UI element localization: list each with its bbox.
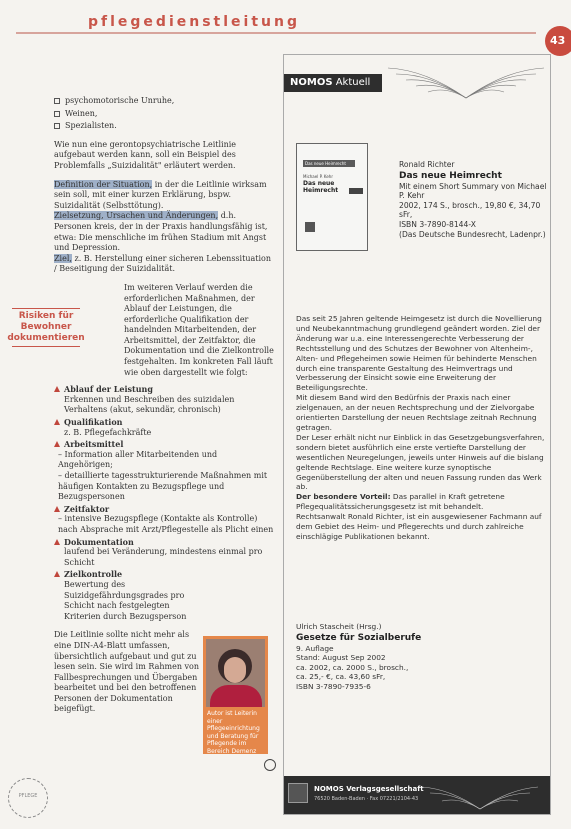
book-pages-fan-icon (386, 60, 546, 100)
triangle-bullet-icon (54, 386, 60, 392)
pullquote-line-3: dokumentieren (7, 333, 85, 343)
book-pages-fan-icon (420, 781, 540, 811)
book1-title: Das neue Heimrecht (399, 170, 502, 181)
checklist-item: psychomotorische Unruhe, (54, 96, 274, 107)
triangle-bullet-icon (54, 506, 60, 512)
step-item: Zeitfaktor – intensive Bezugspflege (Kontakte als Kontrolle) nach Absprache mit Arzt/Pflegestelle als Plicht einen (54, 504, 274, 536)
pullquote-line-2: Bewohner (20, 322, 72, 332)
intro-paragraph: Wie nun eine gerontopsychiatrische Leitlinie aufgebaut werden kann, soll ein Beispiel des Problemfalls „Suizidalität" erläutert werden. (54, 139, 237, 170)
triangle-bullet-icon (54, 539, 60, 545)
author-caption: Autor ist Leiterin einer Pflegeeinrichtung und Beratung für Pflegende im Bereich Demenz (207, 710, 260, 755)
risk-paragraph: Im weiteren Verlauf werden die erforderlichen Maßnahmen, der Ablauf der Leistungen, die erforderliche Qualifikation der handelnden Mitarbeitenden, der Arbeitsmittel, der Zeitfaktor, die Dokumentation und die Zielkontrolle festgehalten. Im konkreten Fall läuft wie oben dargestellt wie folgt: (124, 282, 274, 377)
end-marker-icon (264, 759, 276, 771)
book2-info: Ulrich Stascheit (Hrsg.) Gesetze für Sozialberufe 9. Auflage Stand: August Sep 2002 ca. 2002, ca. 2000 S., brosch., ca. 25,- €, ca. 43,60 sFr, ISBN 3-7890-7935-6 (296, 622, 546, 692)
step-item: Dokumentation laufend bei Veränderung, mindestens einmal pro Schicht (54, 537, 274, 569)
triangle-bullet-icon (54, 571, 60, 577)
author-photo-box (203, 636, 268, 754)
header-rule (16, 32, 536, 34)
page-number-badge: 43 (545, 26, 571, 56)
goal-paragraph: Zielsetzung, Ursachen und Änderungen, d.h. Personen kreis, der in der Praxis handlungsfähig ist, etwa: Die menschliche im frühen Stadium mit Angst und Depression. (54, 211, 268, 253)
library-stamp: PFLEGE (8, 778, 48, 818)
triangle-bullet-icon (54, 419, 60, 425)
publisher-logo-icon (305, 222, 315, 232)
goal-number-paragraph: Ziel, z. B. Herstellung einer sicheren Lebenssituation / Beseitigung der Suizidalität. (54, 253, 271, 274)
checkbox-icon (54, 111, 60, 117)
step-item: Qualifikation z. B. Pflegefachkräfte (54, 417, 274, 438)
section-header: pflegedienstleitung (88, 14, 300, 30)
step-item: Ablauf der Leistung Erkennen und Beschreiben des suizidalen Verhaltens (akut, sekundär, chronisch) (54, 384, 274, 416)
symptom-checklist (54, 96, 274, 132)
book2-title: Gesetze für Sozialberufe (296, 632, 422, 643)
checklist-item: Weinen, (54, 109, 274, 120)
definition-label: Definition der Situation, (54, 179, 153, 189)
article-column (54, 96, 274, 715)
checklist-item: Spezialisten. (54, 121, 274, 132)
goal-number-label: Ziel, (54, 253, 72, 263)
publisher-footer: NOMOS Verlagsgesellschaft 76520 Baden-Baden · Fax 07221/2104-43 (284, 776, 550, 814)
book1-info: Ronald Richter Das neue Heimrecht Mit einem Short Summary von Michael P. Kehr 2002, 174 S., brosch., 19,80 €, 34,70 sFr, ISBN 3-7890-8144-X (Das Deutsche Bundesrecht, Ladenpr.) (399, 160, 549, 239)
checkbox-icon (54, 98, 60, 104)
goal-label: Zielsetzung, Ursachen und Änderungen, (54, 211, 219, 221)
closing-paragraph: Die Leitlinie sollte nicht mehr als eine DIN-A4-Blatt umfassen, übersichtlich aufgebaut und gut zu lesen sein. Sie wird im Rahmen von Fallbesprechungen und Übergaben bearbeitet und bei den betroffenen Personen der Dokumentation beigefügt. (54, 630, 199, 714)
procedure-steps (54, 384, 274, 622)
triangle-bullet-icon (54, 441, 60, 447)
step-item: Zielkontrolle Bewertung des Suizidgefährdungsgrades pro Schicht nach festgelegten Kriterien durch Bezugsperson (54, 569, 202, 622)
pullquote-line-1: Risiken für (18, 311, 74, 321)
checkbox-icon (54, 123, 60, 129)
ad-description: Das seit 25 Jahren geltende Heimgesetz ist durch die Novellierung und Neubekanntmachung grundlegend geändert worden. Ziel der Änderung war u.a. eine Interessengerechte Verbesserung der Rechtsstellung und des Schutzes der Bewohner von Altenheim-, Alten- und Pflegeheimen sowie Heimen für behinderte Menschen durch eine transparente Gestaltung des Heimvertrags und Verbesserung der Einsicht sowie eine Erweiterung der Beteiligungsrechte. Mit diesem Band wird den Bedürfnis der Praxis nach einer zielgenauen, an der neuen Rechtsprechung und der Zielvorgabe orientierten Darstellung der neuen Rechtslage zeitnah Rechnung getragen. Der Leser erhält nicht nur Einblick in das Gesetzgebungsverfahren, sondern bietet ausführlich eine erste vertiefte Darstellung der wesentlichen Neuregelungen, jeweils unter Hinweis auf die bislang geltende Rechtslage. Eine weitere kurze synoptische Gegenüberstellung der alten und neuen Fassung runden das Werk ab. Der besondere Vorteil: Das parallel in Kraft getretene Pflegequalitätssicherungsgesetz ist mit behandelt. Rechtsanwalt Ronald Richter, ist ein ausgewiesener Fachmann auf dem Gebiet des Heim- und Pflegerechts und durch zahlreiche einschlägige Publikationen bekannt. (296, 314, 545, 541)
publisher-logo-icon (288, 783, 308, 803)
definition-paragraph: Definition der Situation, in der die Leitlinie wirksam sein soll, mit einer kurzen Erklärung, bspw. Suizidalität (Selbsttötung). (54, 179, 267, 210)
author-photo (206, 639, 265, 707)
step-item: Arbeitsmittel – Information aller Mitarbeitenden und Angehörigen; – detaillierte tagesstrukturierende Maßnahmen mit häufigen Kontakten zu Bezugspflege und Bezugspersonen (54, 439, 274, 503)
nomos-banner: NOMOS Aktuell (284, 74, 382, 92)
book-cover-heimrecht: Das neue Heimrecht Michael P. Kehr Das neue Heimrecht (296, 143, 368, 251)
